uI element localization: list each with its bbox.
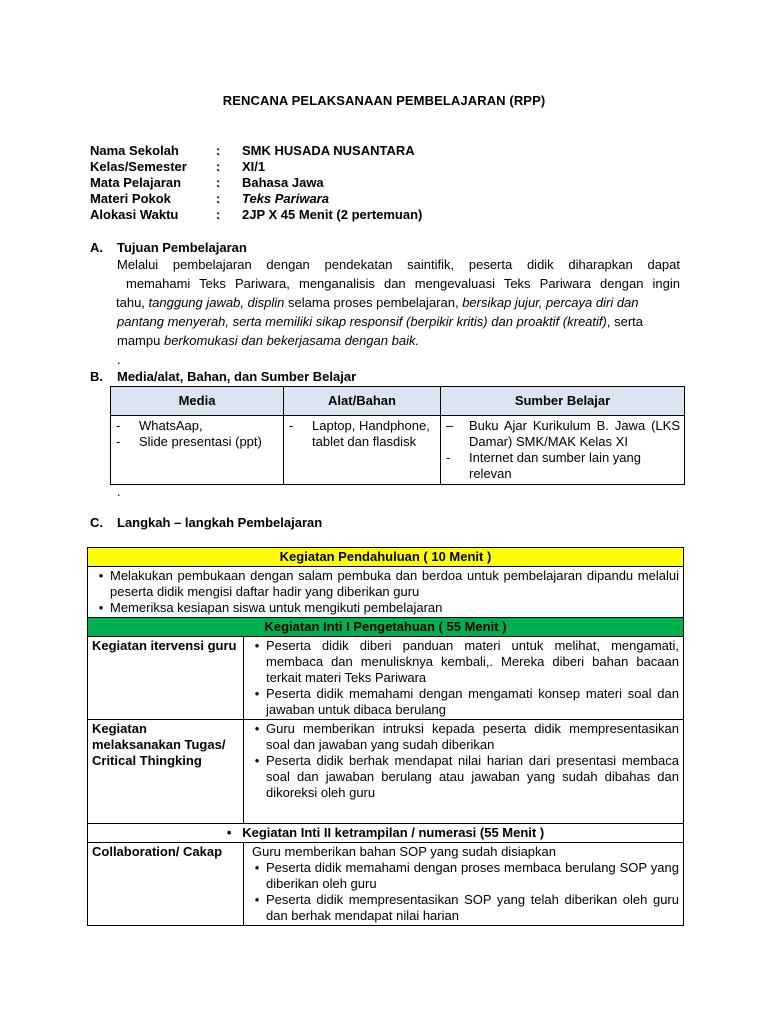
bullet-marker: • bbox=[254, 686, 260, 701]
list-item-text: Peserta didik mempresentasikan SOP yang telah diberikan oleh guru dan berhak mendapat nilai harian bbox=[266, 892, 679, 923]
page-title: RENCANA PELAKSANAAN PEMBELAJARAN (RPP) bbox=[222, 93, 546, 108]
identity-value: SMK HUSADA NUSANTARA bbox=[242, 143, 415, 158]
collab-intro: Guru memberikan bahan SOP yang sudah disiapkan bbox=[252, 844, 557, 859]
bullet-marker: • bbox=[254, 638, 260, 653]
dash-marker: - bbox=[116, 418, 121, 433]
section-a-paragraph bbox=[117, 255, 680, 350]
list-item bbox=[248, 721, 679, 753]
list-item-text: Memeriksa kesiapan siswa untuk mengikuti pembelajaran bbox=[110, 600, 443, 615]
bullet-marker: • bbox=[254, 753, 260, 768]
text-run-italic: pantang menyerah, serta memiliki sikap responsif (berpikir kritis) dan proaktif (kreatif) bbox=[117, 314, 607, 329]
section-title: Media/alat, Bahan, dan Sumber Belajar bbox=[117, 369, 357, 384]
list-item bbox=[248, 686, 679, 718]
media-table bbox=[110, 386, 685, 485]
section-title: Langkah – langkah Pembelajaran bbox=[117, 515, 323, 530]
bullet-marker: • bbox=[254, 892, 260, 907]
identity-colon: : bbox=[216, 207, 221, 222]
intervensi-label: Kegiatan itervensi guru bbox=[88, 637, 244, 720]
section-number: C. bbox=[90, 515, 103, 530]
list-item-text: Buku Ajar Kurikulum B. Jawa (LKS Damar) SMK/MAK Kelas XI bbox=[469, 418, 680, 449]
identity-value: Teks Pariwara bbox=[242, 191, 329, 206]
bullet-marker: • bbox=[226, 825, 232, 840]
identity-label: Mata Pelajaran bbox=[90, 175, 182, 190]
table-header-sumber: Sumber Belajar bbox=[441, 387, 685, 416]
section-number: A. bbox=[90, 240, 103, 255]
paragraph-line: memahami Teks Pariwara, menganalisis dan mengevaluasi Teks Pariwara dengan ingin bbox=[126, 276, 680, 291]
sumber-cell bbox=[441, 416, 685, 485]
text-run-italic: tanggung jawab, displin bbox=[148, 295, 285, 310]
list-item-text: Laptop, Handphone, tablet dan flasdisk bbox=[312, 418, 430, 449]
section-a-heading bbox=[90, 240, 247, 256]
list-item-text: Guru memberikan intruksi kepada peserta didik mempresentasikan soal dan jawaban yang sudah diberikan bbox=[266, 721, 679, 752]
inti-2-title: Kegiatan Inti II ketrampilan / numerasi (55 Menit ) bbox=[242, 825, 545, 840]
table-header-media: Media bbox=[111, 387, 284, 416]
list-item bbox=[248, 892, 679, 924]
dash-marker: – bbox=[446, 418, 454, 433]
list-item bbox=[116, 418, 279, 434]
tugas-label: Kegiatan melaksanakan Tugas/ Critical Thingking bbox=[88, 720, 244, 824]
table-header-alat: Alat/Bahan bbox=[284, 387, 441, 416]
list-item bbox=[248, 753, 679, 801]
bullet-marker: • bbox=[254, 860, 260, 875]
list-item bbox=[116, 434, 279, 450]
identity-value: XI/1 bbox=[242, 159, 266, 174]
media-cell bbox=[111, 416, 284, 485]
text-run-italic: bersikap jujur, percaya diri dan bbox=[462, 295, 639, 310]
list-item bbox=[248, 860, 679, 892]
dash-marker: - bbox=[289, 418, 294, 433]
identity-label: Nama Sekolah bbox=[90, 143, 179, 158]
steps-table bbox=[87, 547, 684, 926]
section-title: Tujuan Pembelajaran bbox=[117, 240, 247, 255]
identity-value: Bahasa Jawa bbox=[242, 175, 324, 190]
identity-colon: : bbox=[216, 159, 221, 174]
list-item bbox=[248, 638, 679, 686]
identity-label: Materi Pokok bbox=[90, 191, 171, 206]
dash-marker: - bbox=[116, 434, 121, 449]
text-run: , serta bbox=[606, 314, 643, 329]
list-item-text: Melakukan pembukaan dengan salam pembuka dan berdoa untuk pembelajaran dipandu melalui peserta didik mengisi daftar hadir yang diberikan guru bbox=[110, 568, 679, 599]
text-run: mampu bbox=[117, 333, 164, 348]
text-run-italic: berkomukasi dan bekerjasama dengan baik. bbox=[163, 333, 420, 348]
text-run: tahu, bbox=[116, 295, 149, 310]
dash-marker: - bbox=[446, 450, 451, 465]
paragraph-line bbox=[116, 293, 680, 312]
paragraph-line bbox=[117, 331, 680, 350]
identity-colon: : bbox=[216, 191, 221, 206]
identity-value: 2JP X 45 Menit (2 pertemuan) bbox=[242, 207, 423, 222]
list-item-text: Peserta didik memahami dengan mengamati konsep materi soal dan jawaban untuk dibaca berulang bbox=[266, 686, 679, 717]
identity-label: Alokasi Waktu bbox=[90, 207, 179, 222]
identity-row-topic bbox=[90, 191, 329, 207]
identity-row-class bbox=[90, 159, 265, 175]
collab-label: Collaboration/ Cakap bbox=[88, 843, 244, 926]
collab-cell bbox=[244, 843, 684, 926]
bullet-marker: • bbox=[98, 568, 104, 583]
inti-1-header: Kegiatan Inti I Pengetahuan ( 55 Menit ) bbox=[88, 618, 684, 637]
list-item-text: Internet dan sumber lain yang relevan bbox=[469, 450, 641, 481]
list-item bbox=[92, 600, 679, 616]
identity-colon: : bbox=[216, 143, 221, 158]
paragraph-line: Melalui pembelajaran dengan pendekatan saintifik, peserta didik diharapkan dapat bbox=[117, 257, 680, 272]
list-item-text: Peserta didik memahami dengan proses membaca berulang SOP yang diberikan oleh guru bbox=[266, 860, 679, 891]
paragraph-dot: . bbox=[117, 352, 121, 367]
bullet-marker: • bbox=[254, 721, 260, 736]
list-item bbox=[92, 568, 679, 600]
list-item bbox=[289, 418, 436, 450]
section-c-heading bbox=[90, 515, 322, 531]
intervensi-cell bbox=[244, 637, 684, 720]
section-b-heading bbox=[90, 369, 356, 385]
list-item-text: Peserta didik berhak mendapat nilai harian dari presentasi membaca soal dan jawaban berulang atau jawaban yang sudah dibahas dan dikoreksi oleh guru bbox=[266, 753, 679, 800]
text-run: selama proses pembelajaran, bbox=[284, 295, 463, 310]
tugas-cell bbox=[244, 720, 684, 824]
identity-row-school bbox=[90, 143, 415, 159]
identity-colon: : bbox=[216, 175, 221, 190]
identity-row-time bbox=[90, 207, 422, 223]
pendahuluan-header: Kegiatan Pendahuluan ( 10 Menit ) bbox=[88, 548, 684, 567]
list-item bbox=[446, 450, 680, 482]
inti-2-header bbox=[88, 824, 684, 843]
bullet-marker: • bbox=[98, 600, 104, 615]
section-number: B. bbox=[90, 369, 103, 384]
list-item-text: Peserta didik diberi panduan materi untuk melihat, mengamati, membaca dan menulisknya kembali,. Mereka diberi bahan bacaan terkait materi Teks Pariwara bbox=[266, 638, 679, 685]
identity-label: Kelas/Semester bbox=[90, 159, 187, 174]
paragraph-dot: . bbox=[117, 484, 121, 499]
list-item-text: WhatsAap, bbox=[139, 418, 203, 433]
identity-row-subject bbox=[90, 175, 324, 191]
list-item-text: Slide presentasi (ppt) bbox=[139, 434, 262, 449]
paragraph-line bbox=[117, 312, 680, 331]
pendahuluan-cell bbox=[88, 567, 684, 618]
alat-cell bbox=[284, 416, 441, 485]
list-item bbox=[446, 418, 680, 450]
